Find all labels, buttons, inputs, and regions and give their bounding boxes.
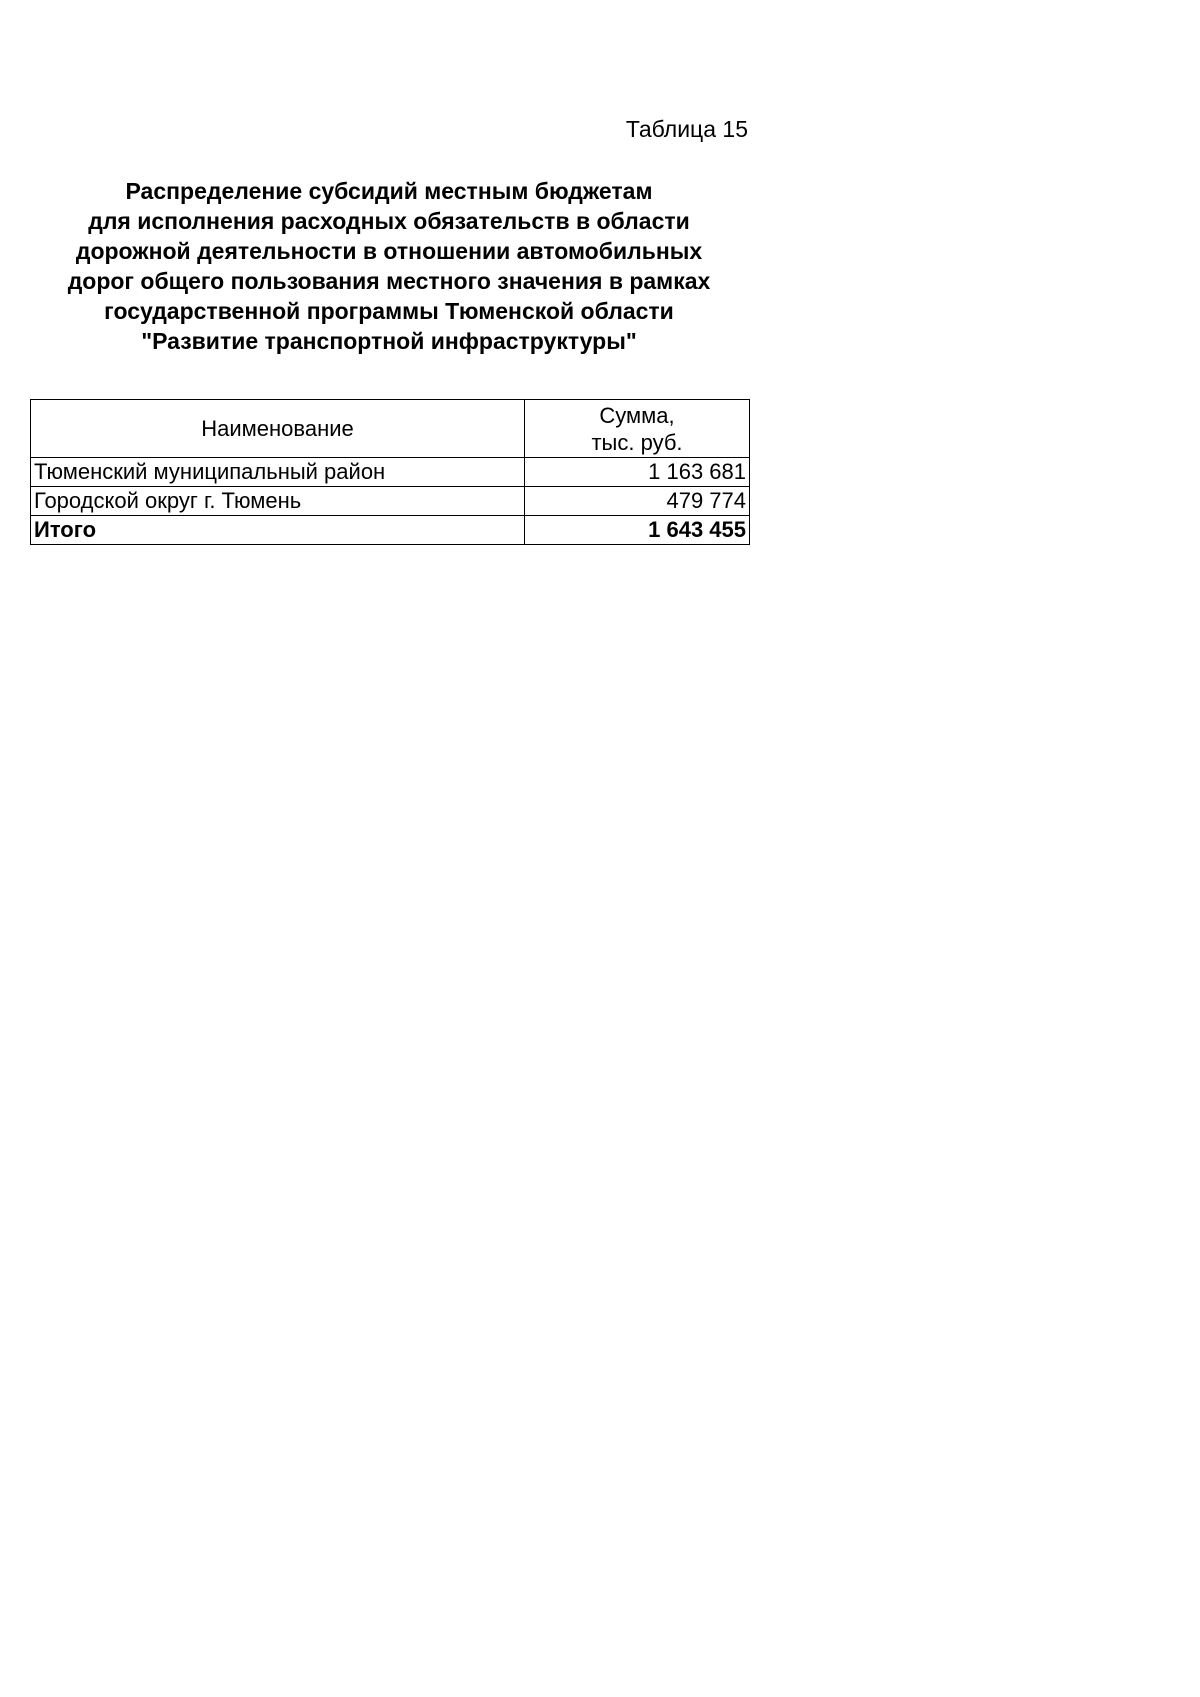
table-row [31,487,750,516]
header-sum-line: Сумма, [599,402,675,428]
title-line: Распределение субсидий местным бюджетам [125,178,653,204]
table-header-row [31,400,750,458]
row-sum: 479 774 [525,487,750,516]
total-label: Итого [31,516,525,545]
title-line: дорожной деятельности в отношении автомобильных [75,238,703,264]
table-number-label: Таблица 15 [625,116,748,142]
row-sum: 1 163 681 [525,458,750,487]
table-row [31,458,750,487]
total-row [31,516,750,545]
title-line: дорог общего пользования местного значения в рамках [67,268,711,294]
row-name: Городской округ г. Тюмень [31,487,525,516]
document-title [30,176,748,356]
title-line: "Развитие транспортной инфраструктуры" [141,328,637,354]
header-name: Наименование [31,400,525,458]
total-sum: 1 643 455 [525,516,750,545]
title-line: государственной программы Тюменской области [104,298,674,324]
header-sum-unit: тыс. руб. [591,429,683,455]
header-sum [525,400,750,458]
subsidy-table [30,399,750,545]
row-name: Тюменский муниципальный район [31,458,525,487]
title-line: для исполнения расходных обязательств в области [88,208,690,234]
